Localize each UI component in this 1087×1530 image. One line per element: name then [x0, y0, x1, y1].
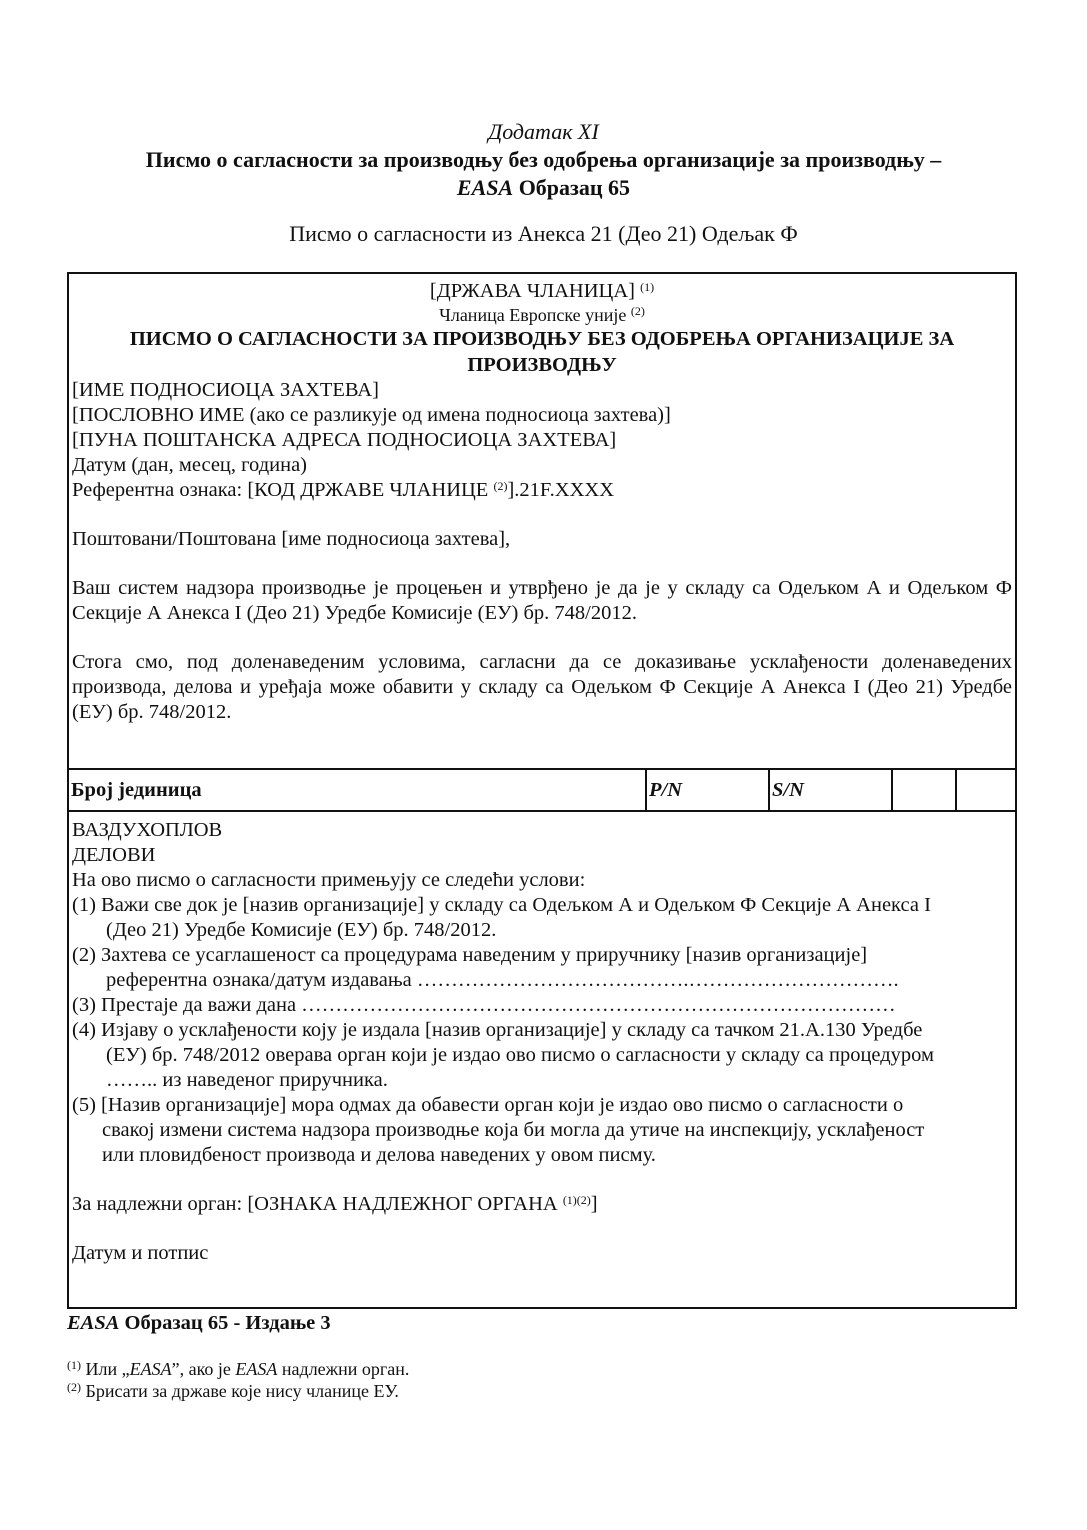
easa-label: EASA [67, 1312, 120, 1334]
condition-text: свакој измени система надзора производње која би могла да утиче на инспекцију, усклађеност [102, 1119, 925, 1141]
condition-2 [72, 943, 1012, 993]
member-state-line [72, 278, 1012, 304]
form-heading-line2: ПРОИЗВОДЊУ [467, 354, 617, 376]
condition-text: (Део 21) Уредбе Комисије (ЕУ) бр. 748/2012. [106, 919, 497, 941]
condition-number: (3) [72, 994, 96, 1016]
reference-line [72, 478, 1012, 503]
date-and-signature: Датум и потпис [72, 1242, 209, 1264]
authority-prefix: За надлежни орган: [ОЗНАКА НАДЛЕЖНОГ ОРГАНА [72, 1193, 563, 1215]
applicant-name: [ИМЕ ПОДНОСИОЦА ЗАХТЕВА] [72, 379, 379, 401]
form-box [67, 272, 1017, 1309]
form-heading-line1: ПИСМО О САГЛАСНОСТИ ЗА ПРОИЗВОДЊУ БЕЗ ОДОБРЕЊА ОРГАНИЗАЦИЈЕ ЗА [129, 328, 955, 350]
condition-number: (4) [72, 1019, 96, 1041]
condition-text: референтна ознака/датум издавања ………………………………….…………………………. [106, 969, 899, 991]
footnote-ref: (2) [630, 304, 645, 318]
column-serial-number: S/N [769, 769, 892, 811]
column-empty-1 [892, 769, 956, 811]
document-title-line1: Писмо о сагласности за производњу без одобрења организације за производњу – [145, 147, 942, 172]
footnotes [67, 1358, 409, 1402]
easa-label: EASA [456, 175, 514, 200]
postal-address: [ПУНА ПОШТАНСКА АДРЕСА ПОДНОСИОЦА ЗАХТЕВА] [72, 429, 617, 451]
annex-title: Додатак XI [488, 119, 599, 144]
column-part-number: P/N [646, 769, 769, 811]
document-subtitle: Писмо о сагласности из Анекса 21 (Део 21) Одељак Ф [289, 221, 798, 246]
authority-suffix: ] [590, 1193, 598, 1215]
footnote-text: Или „ [81, 1359, 130, 1379]
column-units: Број јединица [69, 769, 646, 811]
condition-4 [72, 1018, 1012, 1093]
document-title-line2 [0, 174, 1087, 202]
condition-number: (1) [72, 894, 96, 916]
form-issue-label [67, 1310, 331, 1336]
column-empty-2 [956, 769, 1015, 811]
footnote-1 [67, 1358, 409, 1380]
condition-number: (2) [72, 944, 96, 966]
condition-3 [72, 993, 1012, 1018]
reference-prefix: Референтна ознака: [КОД ДРЖАВЕ ЧЛАНИЦЕ [72, 479, 494, 501]
paragraph-2: Стога смо, под доленаведеним условима, сагласни да се доказивање усклађености доленаведених производа, делова и уређаја може обавити у складу са Одељком Ф Секције А Анекса I (Део 21) Уредбе (ЕУ) бр. 748/2012. [72, 651, 1012, 723]
eu-member: Чланица Европске уније [439, 305, 627, 325]
condition-text: Захтева се усаглашеност са процедурама наведеним у приручнику [назив организације] [101, 944, 868, 966]
reference-suffix: ].21F.XXXX [507, 479, 615, 501]
date-line: Датум (дан, месец, година) [72, 454, 307, 476]
condition-text: Престаје да важи дана …………………………………………………………………………… [101, 994, 896, 1016]
footnote-mark: (1) [67, 1358, 81, 1372]
footnote-ref: (2) [493, 479, 508, 493]
easa-label: EASA [129, 1359, 172, 1379]
footnote-mark: (2) [67, 1380, 81, 1394]
eu-member-line [72, 304, 1012, 326]
item-parts: ДЕЛОВИ [72, 844, 156, 866]
footnote-ref: (1) [640, 280, 655, 294]
condition-text: Изјаву о усклађености коју је издала [назив организације] у складу са тачком 21.А.130 Уредбе [101, 1019, 923, 1041]
item-aircraft: ВАЗДУХОПЛОВ [72, 819, 223, 841]
footnote-text: ”, ако је [171, 1359, 236, 1379]
units-table [69, 768, 1015, 812]
document-header [0, 118, 1087, 248]
condition-text: Важи све док је [назив организације] у складу са Одељком А и Одељком Ф Секције А Анекса I [101, 894, 931, 916]
competent-authority-line [72, 1192, 1012, 1217]
member-state: [ДРЖАВА ЧЛАНИЦА] [429, 280, 635, 302]
form-number: Образац 65 [513, 175, 631, 200]
paragraph-1: Ваш систем надзора производње је процењен и утврђено је да је у складу са Одељком А и Одељком Ф Секције А Анекса I (Део 21) Уредбе Комисије (ЕУ) бр. 748/2012. [72, 577, 1012, 624]
easa-label: EASA [235, 1359, 278, 1379]
condition-text: (ЕУ) бр. 748/2012 оверава орган који је издао ово писмо о сагласности у складу са процедуром [106, 1044, 935, 1066]
footnote-text: надлежни орган. [277, 1359, 410, 1379]
business-name: [ПОСЛОВНО ИМЕ (ако се разликује од имена подносиоца захтева)] [72, 404, 671, 426]
conditions-section [72, 818, 1012, 1266]
condition-text: …….. из наведеног приручника. [106, 1069, 388, 1091]
footnote-text: Брисати за државе које нису чланице ЕУ. [81, 1381, 399, 1401]
table-header-row [69, 769, 1015, 811]
condition-5 [72, 1093, 1012, 1168]
condition-text: или пловидбеност производа и делова наведених у овом писму. [102, 1144, 656, 1166]
salutation: Поштовани/Поштована [име подносиоца захтева], [72, 528, 511, 550]
footnote-2 [67, 1380, 409, 1402]
footnote-ref: (1)(2) [562, 1193, 591, 1207]
condition-number: (5) [72, 1094, 96, 1116]
condition-1 [72, 893, 1012, 943]
condition-text: [Назив организације] мора одмах да обавести орган који је издао ово писмо о сагласности о [101, 1094, 904, 1116]
conditions-intro: На ово писмо о сагласности примењују се следећи услови: [72, 869, 586, 891]
letter-header-section [69, 274, 1015, 725]
form-issue-text: Образац 65 - Издање 3 [119, 1312, 331, 1334]
